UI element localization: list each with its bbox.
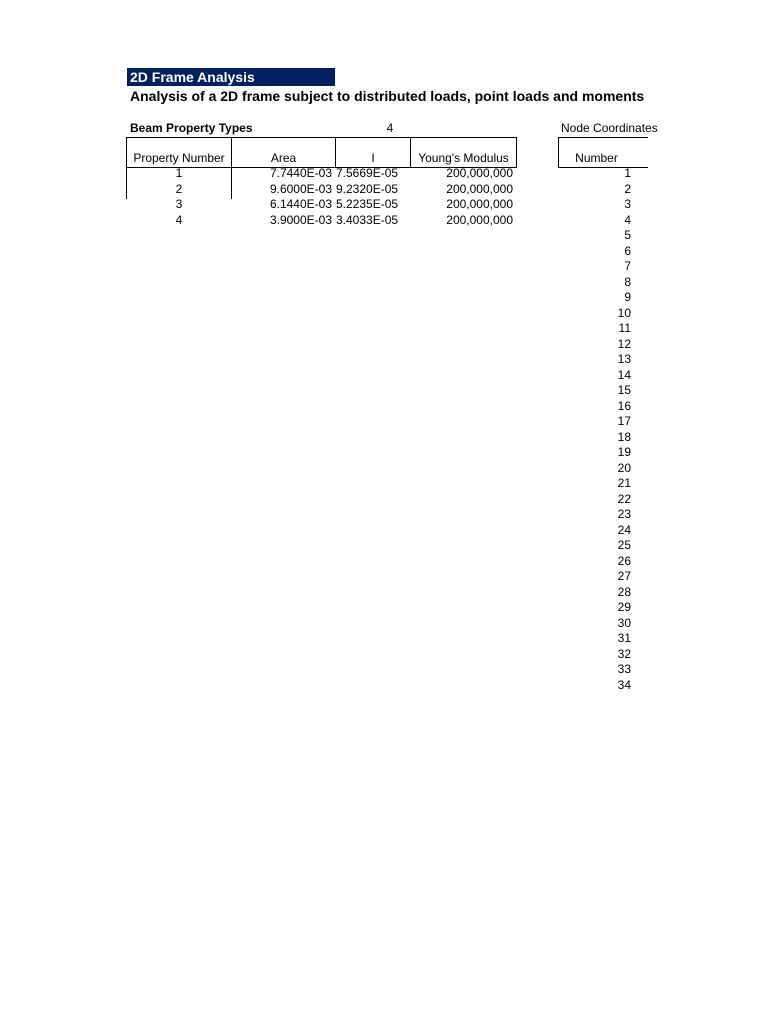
inertia-cell: 3.4033E-05 [336,212,399,227]
node-number-cell: 18 [617,429,631,444]
node-number-cell: 10 [617,305,631,320]
area-cell: 9.6000E-03 [269,181,332,196]
node-number-cell: 13 [617,352,631,366]
property-number-cell: 1 [175,166,183,180]
youngs-modulus-cell: 200,000,000 [446,181,513,196]
node-number-cell: 11 [618,321,631,335]
node-table-top-border [558,137,648,138]
area-cell: 3.9000E-03 [269,212,332,227]
node-number-cell: 20 [617,460,631,475]
property-number-cell: 4 [175,212,183,227]
node-number-cell: 5 [624,228,631,242]
node-number-cell: 19 [617,445,631,459]
node-number-cell: 15 [617,383,631,397]
youngs-modulus-cell: 200,000,000 [446,197,513,211]
youngs-modulus-cell: 200,000,000 [446,212,513,227]
header-area: Area [270,151,297,165]
node-number-cell: 27 [617,569,631,583]
node-number-cell: 16 [617,398,631,413]
node-number-cell: 34 [617,677,631,692]
node-number-cell: 31 [617,631,631,645]
node-number-cell: 14 [617,367,631,382]
col-divider-right [516,137,517,167]
node-number-cell: 26 [617,553,631,568]
node-number-cell: 25 [617,538,631,552]
node-number-cell: 8 [624,274,631,289]
node-number-cell: 29 [617,600,631,614]
sheet-title: 2D Frame Analysis [127,68,335,86]
area-cell: 6.1440E-03 [269,197,332,211]
node-number-cell: 24 [617,522,631,537]
table-top-border [126,137,517,138]
node-number-cell: 33 [617,662,631,676]
node-number-cell: 7 [624,259,631,273]
inertia-cell: 5.2235E-05 [336,197,399,211]
property-number-cell: 2 [175,181,183,196]
beam-property-types-label: Beam Property Types [130,121,253,135]
node-number-cell: 32 [617,646,631,661]
node-number-cell: 17 [617,414,631,428]
node-number-cell: 3 [624,197,631,211]
node-number-cell: 4 [624,212,631,227]
node-number-cell: 9 [624,290,631,304]
beam-property-types-count: 4 [386,121,394,135]
node-number-cell: 1 [624,166,631,180]
node-coordinates-label: Node Coordinates [561,121,658,135]
youngs-modulus-cell: 200,000,000 [446,166,513,180]
header-node-number: Number [575,151,618,165]
area-cell: 7.7440E-03 [269,166,332,180]
inertia-cell: 7.5669E-05 [336,166,399,180]
header-property-number: Property Number [133,151,225,165]
node-number-cell: 22 [617,491,631,506]
header-youngs-modulus: Young's Modulus [418,151,509,165]
node-number-cell: 2 [624,181,631,196]
node-number-cell: 23 [617,507,631,521]
node-number-cell: 30 [617,615,631,630]
node-number-cell: 21 [617,476,631,490]
sheet-subtitle: Analysis of a 2D frame subject to distributed loads, point loads and moments [130,88,645,104]
node-number-cell: 28 [617,584,631,599]
node-number-cell: 6 [624,243,631,258]
node-number-cell: 12 [617,336,631,351]
header-inertia: I [371,151,375,165]
property-number-cell: 3 [175,197,183,211]
inertia-cell: 9.2320E-05 [336,181,399,196]
